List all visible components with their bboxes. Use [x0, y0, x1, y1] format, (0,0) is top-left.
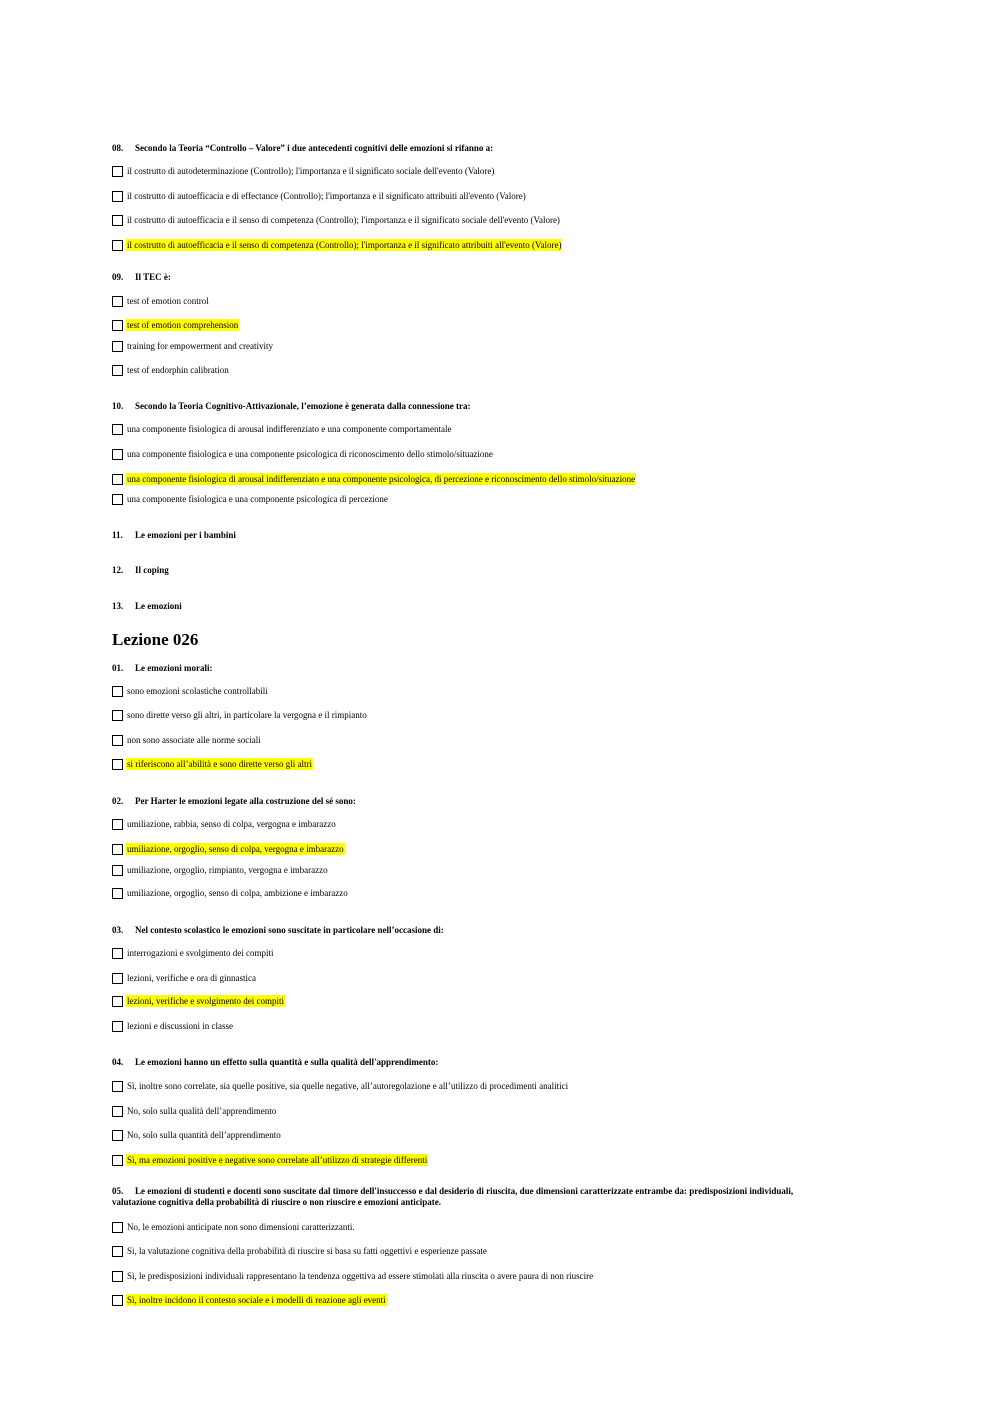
checkbox[interactable] — [112, 865, 123, 876]
answer-option[interactable] — [112, 1079, 569, 1093]
option-text: Sì, inoltre sono correlate, sia quelle positive, sia quelle negative, all’autoregolazione e all’utilizzo di procedimenti analitici — [127, 1081, 569, 1091]
option-text: umiliazione, orgoglio, senso di colpa, ambizione e imbarazzo — [127, 888, 348, 898]
option-text: interrogazioni e svolgimento dei compiti — [127, 948, 274, 958]
question-09 — [112, 272, 171, 282]
answer-option[interactable] — [112, 1128, 282, 1142]
checkbox[interactable] — [112, 686, 123, 697]
answer-option-correct[interactable] — [112, 994, 285, 1008]
answer-option-correct[interactable] — [112, 1293, 387, 1307]
question-02 — [112, 796, 356, 806]
checkbox[interactable] — [112, 215, 123, 226]
checkbox[interactable] — [112, 1271, 123, 1282]
option-text: No, solo sulla quantità dell’apprendimento — [127, 1130, 281, 1140]
answer-option[interactable] — [112, 708, 368, 722]
question-number: 02. — [112, 796, 124, 806]
question-text: Le emozioni di studenti e docenti sono suscitate dal timore dell'insuccesso e dal desiderio di riuscita, due dimensioni caratterizzate entrambe da: predisposizioni individuali, valutazione cognitiva della probabilità di riuscire o non riuscire e emozioni anticipate. — [112, 1186, 794, 1207]
question-12 — [112, 565, 169, 575]
checkbox[interactable] — [112, 759, 123, 770]
answer-option[interactable] — [112, 946, 274, 960]
checkbox[interactable] — [112, 1155, 123, 1166]
checkbox[interactable] — [112, 494, 123, 505]
question-text: Per Harter le emozioni legate alla costruzione del sé sono: — [135, 796, 356, 806]
answer-option-correct[interactable] — [112, 757, 313, 771]
checkbox[interactable] — [112, 844, 123, 855]
checkbox[interactable] — [112, 341, 123, 352]
answer-option-correct[interactable] — [112, 842, 345, 856]
answer-option[interactable] — [112, 684, 269, 698]
option-text: test of endorphin calibration — [127, 365, 229, 375]
question-number: 12. — [112, 565, 124, 575]
checkbox[interactable] — [112, 1246, 123, 1257]
option-text: una componente fisiologica e una componente psicologica di percezione — [127, 494, 388, 504]
option-text: lezioni e discussioni in classe — [127, 1021, 233, 1031]
question-text: Le emozioni hanno un effetto sulla quantità e sulla qualità dell'apprendimento: — [135, 1057, 439, 1067]
answer-option[interactable] — [112, 339, 274, 353]
question-number: 03. — [112, 925, 124, 935]
option-text: Sì, la valutazione cognitiva della probabilità di riuscire si basa su fatti oggettivi e esperienze passate — [127, 1246, 487, 1256]
answer-option-correct[interactable] — [112, 238, 562, 252]
checkbox[interactable] — [112, 191, 123, 202]
answer-option[interactable] — [112, 164, 495, 178]
answer-option[interactable] — [112, 447, 494, 461]
option-text: No, solo sulla qualità dell’apprendimento — [127, 1106, 277, 1116]
question-03 — [112, 925, 444, 935]
checkbox[interactable] — [112, 1295, 123, 1306]
checkbox[interactable] — [112, 1021, 123, 1032]
option-text: sono emozioni scolastiche controllabili — [127, 686, 268, 696]
option-text: Sì, le predisposizioni individuali rappresentano la tendenza oggettiva ad essere stimolati alla riuscita o avere paura di non riuscire — [127, 1271, 594, 1281]
answer-option-correct[interactable] — [112, 318, 239, 332]
option-text: il costrutto di autoefficacia e il senso di competenza (Controllo); l'importanza e il significato sociale dell'evento (Valore) — [127, 215, 560, 225]
checkbox[interactable] — [112, 166, 123, 177]
question-number: 05. — [112, 1186, 124, 1196]
question-11 — [112, 530, 236, 540]
checkbox[interactable] — [112, 1130, 123, 1141]
option-text-highlighted: Sì, ma emozioni positive e negative sono correlate all’utilizzo di strategie differenti — [127, 1155, 428, 1165]
question-text: Nel contesto scolastico le emozioni sono suscitate in particolare nell’occasione di: — [135, 925, 444, 935]
answer-option-correct[interactable] — [112, 472, 636, 486]
answer-option[interactable] — [112, 422, 452, 436]
question-text: Le emozioni — [135, 601, 182, 611]
answer-option[interactable] — [112, 971, 257, 985]
answer-option[interactable] — [112, 863, 329, 877]
answer-option[interactable] — [112, 492, 389, 506]
option-text: training for empowerment and creativity — [127, 341, 273, 351]
question-number: 08. — [112, 143, 124, 153]
answer-option[interactable] — [112, 1244, 488, 1258]
answer-option[interactable] — [112, 817, 337, 831]
checkbox[interactable] — [112, 474, 123, 485]
checkbox[interactable] — [112, 819, 123, 830]
option-text: umiliazione, orgoglio, rimpianto, vergogna e imbarazzo — [127, 865, 328, 875]
checkbox[interactable] — [112, 948, 123, 959]
option-text: lezioni, verifiche e ora di ginnastica — [127, 973, 256, 983]
option-text: il costrutto di autoefficacia e di effectance (Controllo); l'importanza e il significato attribuiti all'evento (Valore) — [127, 191, 526, 201]
answer-option[interactable] — [112, 1269, 594, 1283]
option-text-highlighted: il costrutto di autoefficacia e il senso di competenza (Controllo); l'importanza e il significato attribuiti all'evento (Valore) — [127, 240, 562, 250]
option-text-highlighted: umiliazione, orgoglio, senso di colpa, vergogna e imbarazzo — [127, 844, 344, 854]
question-text: Secondo la Teoria Cognitivo-Attivazionale, l’emozione è generata dalla connessione tra: — [135, 401, 471, 411]
question-01 — [112, 663, 212, 673]
question-number: 13. — [112, 601, 124, 611]
lesson-title: Lezione 026 — [112, 630, 199, 649]
question-text: Le emozioni morali: — [135, 663, 213, 673]
answer-option-correct[interactable] — [112, 1153, 428, 1167]
option-text: una componente fisiologica di arousal indifferenziato e una componente comportamentale — [127, 424, 452, 434]
checkbox[interactable] — [112, 1106, 123, 1117]
option-text: una componente fisiologica e una componente psicologica di riconoscimento dello stimolo/situazione — [127, 449, 493, 459]
checkbox[interactable] — [112, 365, 123, 376]
question-08 — [112, 143, 493, 153]
question-05 — [112, 1186, 832, 1208]
answer-option[interactable] — [112, 1220, 356, 1234]
option-text-highlighted: una componente fisiologica di arousal indifferenziato e una componente psicologica, di percezione e riconoscimento dello stimolo/situazione — [127, 474, 636, 484]
question-13 — [112, 601, 182, 611]
question-10 — [112, 401, 470, 411]
checkbox[interactable] — [112, 1222, 123, 1233]
option-text-highlighted: lezioni, verifiche e svolgimento dei compiti — [127, 996, 284, 1006]
answer-option[interactable] — [112, 1104, 277, 1118]
answer-option[interactable] — [112, 733, 262, 747]
answer-option[interactable] — [112, 294, 210, 308]
answer-option[interactable] — [112, 189, 527, 203]
answer-option[interactable] — [112, 213, 561, 227]
question-text: Le emozioni per i bambini — [135, 530, 236, 540]
answer-option[interactable] — [112, 363, 230, 377]
question-number: 09. — [112, 272, 124, 282]
question-number: 11. — [112, 530, 123, 540]
checkbox[interactable] — [112, 240, 123, 251]
checkbox[interactable] — [112, 996, 123, 1007]
question-text: Il coping — [135, 565, 169, 575]
option-text: umiliazione, rabbia, senso di colpa, vergogna e imbarazzo — [127, 819, 336, 829]
question-04 — [112, 1057, 438, 1067]
option-text-highlighted: test of emotion comprehension — [127, 320, 239, 330]
checkbox[interactable] — [112, 449, 123, 460]
option-text: sono dirette verso gli altri, in particolare la vergogna e il rimpianto — [127, 710, 367, 720]
question-number: 10. — [112, 401, 124, 411]
question-text: Secondo la Teoria “Controllo – Valore” i due antecedenti cognitivi delle emozioni si rifanno a: — [135, 143, 494, 153]
checkbox[interactable] — [112, 710, 123, 721]
checkbox[interactable] — [112, 1081, 123, 1092]
checkbox[interactable] — [112, 296, 123, 307]
answer-option[interactable] — [112, 1019, 234, 1033]
question-number: 01. — [112, 663, 124, 673]
option-text: test of emotion control — [127, 296, 209, 306]
option-text: il costrutto di autodeterminazione (Controllo); l'importanza e il significato sociale dell'evento (Valore) — [127, 166, 495, 176]
answer-option[interactable] — [112, 886, 349, 900]
checkbox[interactable] — [112, 424, 123, 435]
option-text-highlighted: Sì, inoltre incidono il contesto sociale e i modelli di reazione agli eventi — [127, 1295, 386, 1305]
checkbox[interactable] — [112, 320, 123, 331]
checkbox[interactable] — [112, 735, 123, 746]
option-text: non sono associate alle norme sociali — [127, 735, 261, 745]
option-text-highlighted: si riferiscono all’abilità e sono dirette verso gli altri — [127, 759, 312, 769]
question-number: 04. — [112, 1057, 124, 1067]
checkbox[interactable] — [112, 973, 123, 984]
question-text: Il TEC è: — [135, 272, 171, 282]
option-text: No, le emozioni anticipate non sono dimensioni caratterizzanti. — [127, 1222, 355, 1232]
checkbox[interactable] — [112, 888, 123, 899]
